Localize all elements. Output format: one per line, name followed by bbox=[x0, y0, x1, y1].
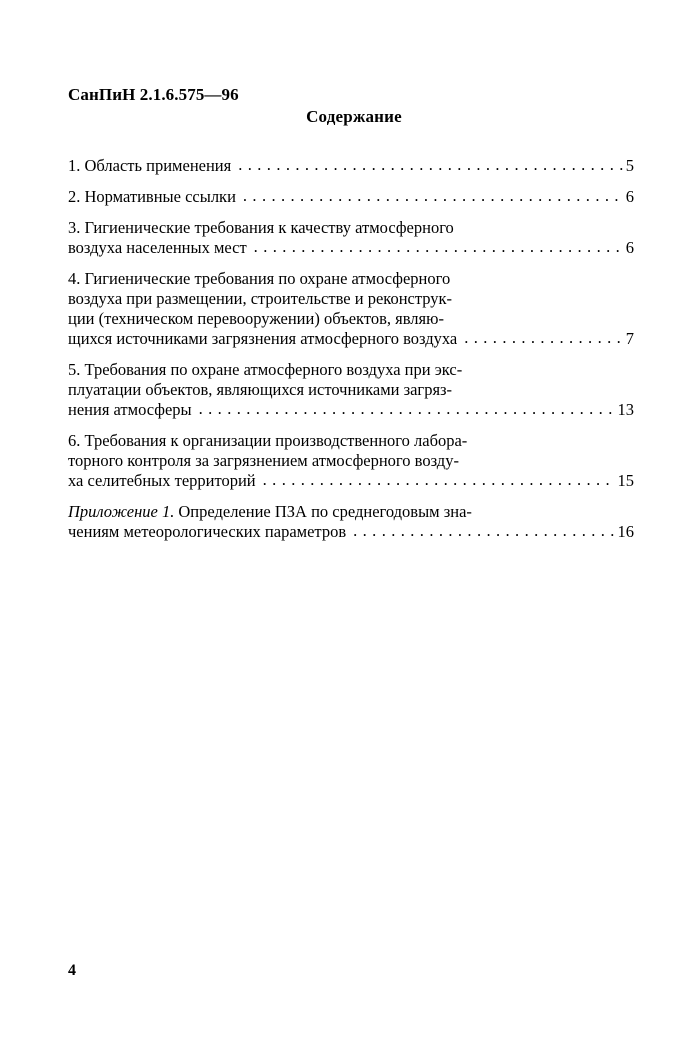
toc-entry-text: 1. Область применения bbox=[68, 156, 232, 175]
toc-entry-line bbox=[68, 451, 634, 471]
toc-entry-line bbox=[68, 502, 634, 522]
toc-entry-italic-prefix: Приложение 1. bbox=[68, 502, 175, 521]
toc-page-number: 6 bbox=[625, 238, 634, 257]
toc-entry-text: чениям метеорологических параметров bbox=[68, 522, 347, 541]
toc-entry-text: Определение ПЗА по среднегодовым зна- bbox=[178, 502, 472, 521]
toc-page-number: 16 bbox=[617, 522, 634, 541]
toc-entry-text: 3. Гигиенические требования к качеству атмосферного bbox=[68, 218, 454, 237]
toc-entry-text: 2. Нормативные ссылки bbox=[68, 187, 236, 206]
toc-entry-last-line bbox=[68, 329, 634, 349]
toc-entry-text: 6. Требования к организации производственного лабора- bbox=[68, 431, 468, 450]
toc-entry[interactable] bbox=[68, 269, 634, 349]
toc-entry-text: ха селитебных территорий bbox=[68, 471, 256, 490]
toc-entry-last-line bbox=[68, 156, 634, 176]
toc-entry[interactable] bbox=[68, 187, 634, 207]
toc-entry-last-line bbox=[68, 187, 634, 207]
toc-entry-last-line bbox=[68, 471, 634, 491]
toc-entry[interactable] bbox=[68, 218, 634, 258]
toc-entry-line bbox=[68, 309, 634, 329]
toc-entry-last-line bbox=[68, 522, 634, 542]
toc-entry-text: плуатации объектов, являющихся источниками загряз- bbox=[68, 380, 453, 399]
toc-entry-text: воздуха при размещении, строительстве и реконструк- bbox=[68, 289, 453, 308]
toc-entry-line bbox=[68, 269, 634, 289]
toc-dot-leader bbox=[263, 470, 616, 490]
toc-entry[interactable] bbox=[68, 360, 634, 420]
toc-entry-text: торного контроля за загрязнением атмосферного возду- bbox=[68, 451, 459, 470]
toc-entry-text: 4. Гигиенические требования по охране атмосферного bbox=[68, 269, 451, 288]
toc-page-number: 6 bbox=[625, 187, 634, 206]
toc-page-number: 13 bbox=[617, 400, 634, 419]
toc-entry-last-line bbox=[68, 238, 634, 258]
toc-heading: Содержание bbox=[306, 107, 402, 126]
toc-entry[interactable] bbox=[68, 502, 634, 542]
toc-entry-line bbox=[68, 360, 634, 380]
toc-dot-leader bbox=[238, 155, 624, 175]
toc-dot-leader bbox=[254, 237, 624, 257]
toc-entry-text: воздуха населенных мест bbox=[68, 238, 247, 257]
toc-entry-line bbox=[68, 289, 634, 309]
toc-entry-text: ции (техническом перевооружении) объектов, являю- bbox=[68, 309, 444, 328]
toc-dot-leader bbox=[199, 399, 616, 419]
toc-page-number: 7 bbox=[625, 329, 634, 348]
page-number-folio: 4 bbox=[68, 962, 76, 979]
toc-entry-line bbox=[68, 380, 634, 400]
toc-entry[interactable] bbox=[68, 156, 634, 176]
table-of-contents bbox=[68, 156, 634, 553]
toc-entry[interactable] bbox=[68, 431, 634, 491]
toc-dot-leader bbox=[353, 521, 615, 541]
toc-page-number: 15 bbox=[617, 471, 634, 490]
toc-dot-leader bbox=[464, 328, 624, 348]
toc-entry-line bbox=[68, 218, 634, 238]
toc-dot-leader bbox=[243, 186, 624, 206]
toc-entry-last-line bbox=[68, 400, 634, 420]
toc-entry-text: нения атмосферы bbox=[68, 400, 192, 419]
toc-entry-line bbox=[68, 431, 634, 451]
document-code: СанПиН 2.1.6.575—96 bbox=[68, 85, 239, 104]
toc-entry-text: 5. Требования по охране атмосферного воздуха при экс- bbox=[68, 360, 463, 379]
toc-entry-text: щихся источниками загрязнения атмосферного воздуха bbox=[68, 329, 458, 348]
toc-page-number: 5 bbox=[625, 156, 634, 175]
